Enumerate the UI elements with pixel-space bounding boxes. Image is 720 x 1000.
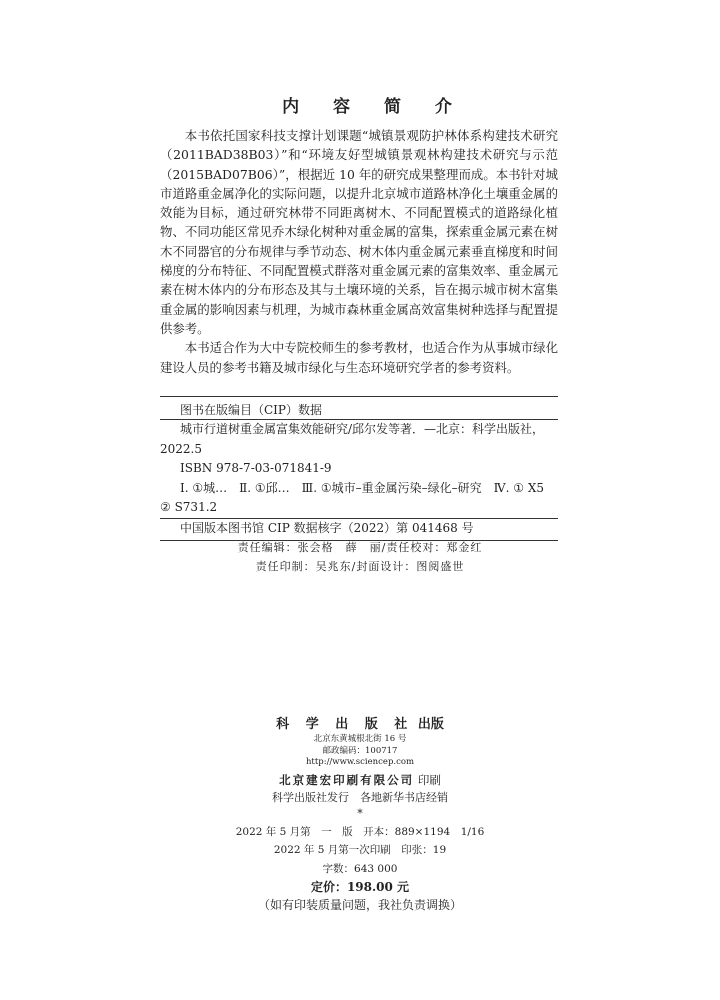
cip-isbn: ISBN 978-7-03-071841-9 (180, 461, 332, 475)
staff-credits (0, 538, 720, 576)
content-summary (160, 126, 558, 377)
cip-classification: Ⅰ. ①城… Ⅱ. ①邱… Ⅲ. ①城市–重金属污染–绿化–研究 Ⅳ. ① X5 (180, 480, 544, 495)
cip-top-rule (160, 396, 558, 397)
staff-editors: 责任编辑：张会格 薛 丽/责任校对：郑金红 (237, 541, 483, 554)
publisher-suffix: 出版 (417, 717, 444, 732)
printing-line: 2022 年 5 月第一次印刷 印张：19 (273, 844, 447, 856)
distribution-line: 科学出版社发行 各地新华书店经销 (272, 790, 448, 804)
price: 定价：198.00 元 (310, 880, 410, 894)
word-count: 字数：643 000 (322, 862, 398, 875)
printer-suffix: 印刷 (417, 772, 441, 787)
summary-paragraph-1: 本书依托国家科技支撑计划课题“城镇景观防护林体系构建技术研究（2011BAD38B03）”和“环境友好型城镇景观林构建技术研究与示范（2015BAD07B06）”，根据近 10 年的研究成果整理而成。本书针对城市道路重金属净化的实际问题，以提升北京城市道路林净化土壤重金属的效能为目标，通过研究林带不同距离树木、不同配置模式的道路绿化植物、不同功能区常见乔木绿化树种对重金属的富集，探索重金属元素在树木不同器官的分布规律与季节动态、树木体内重金属元素垂直梯度和时间梯度的分布特征、不同配置模式群落对重金属元素的富集效率、重金属元素在树木体内的分布形态及其与土壤环境的关系，旨在揭示城市树木富集重金属的影响因素与机理，为城市森林重金属高效富集树种选择与配置提供参考。 (160, 128, 558, 336)
printer-line (0, 771, 720, 789)
printer-name: 北京建宏印刷有限公司 (279, 772, 415, 787)
publisher-address: 北京东黄城根北街 16 号 (313, 734, 407, 744)
separator-star: * (357, 806, 363, 820)
cip-number: 中国版本图书馆 CIP 数据核字（2022）第 041468 号 (180, 520, 474, 535)
cip-title-line-cont: 2022.5 (160, 441, 202, 456)
publisher-website: http://www.sciencep.com (305, 757, 415, 767)
cip-heading: 图书在版编目（CIP）数据 (180, 403, 322, 417)
publisher-block (0, 716, 720, 914)
cip-title-line: 城市行道树重金属富集效能研究/邱尔发等著．—北京：科学出版社， (180, 422, 545, 436)
cip-classification-cont: ② S731.2 (160, 500, 218, 514)
print-specs (0, 823, 720, 879)
staff-printing-cover: 责任印制：吴兆东/封面设计：图阅盛世 (255, 560, 465, 573)
cip-data-block (160, 396, 558, 541)
publisher-name: 科 学 出 版 社 (276, 717, 414, 732)
summary-paragraph-2: 本书适合作为大中专院校师生的参考教材，也适合作为从事城市绿化建设人员的参考书籍及城市绿化与生态环境研究学者的参考资料。 (160, 340, 558, 375)
edition-line: 2022 年 5 月第 一 版 开本：889×1194 1/16 (235, 825, 485, 838)
publisher-line (0, 716, 720, 734)
publisher-postcode: 邮政编码：100717 (322, 745, 398, 756)
page-title: 内 容 简 介 (282, 97, 466, 117)
quality-notice: （如有印装质量问题，我社负责调换） (257, 898, 462, 912)
